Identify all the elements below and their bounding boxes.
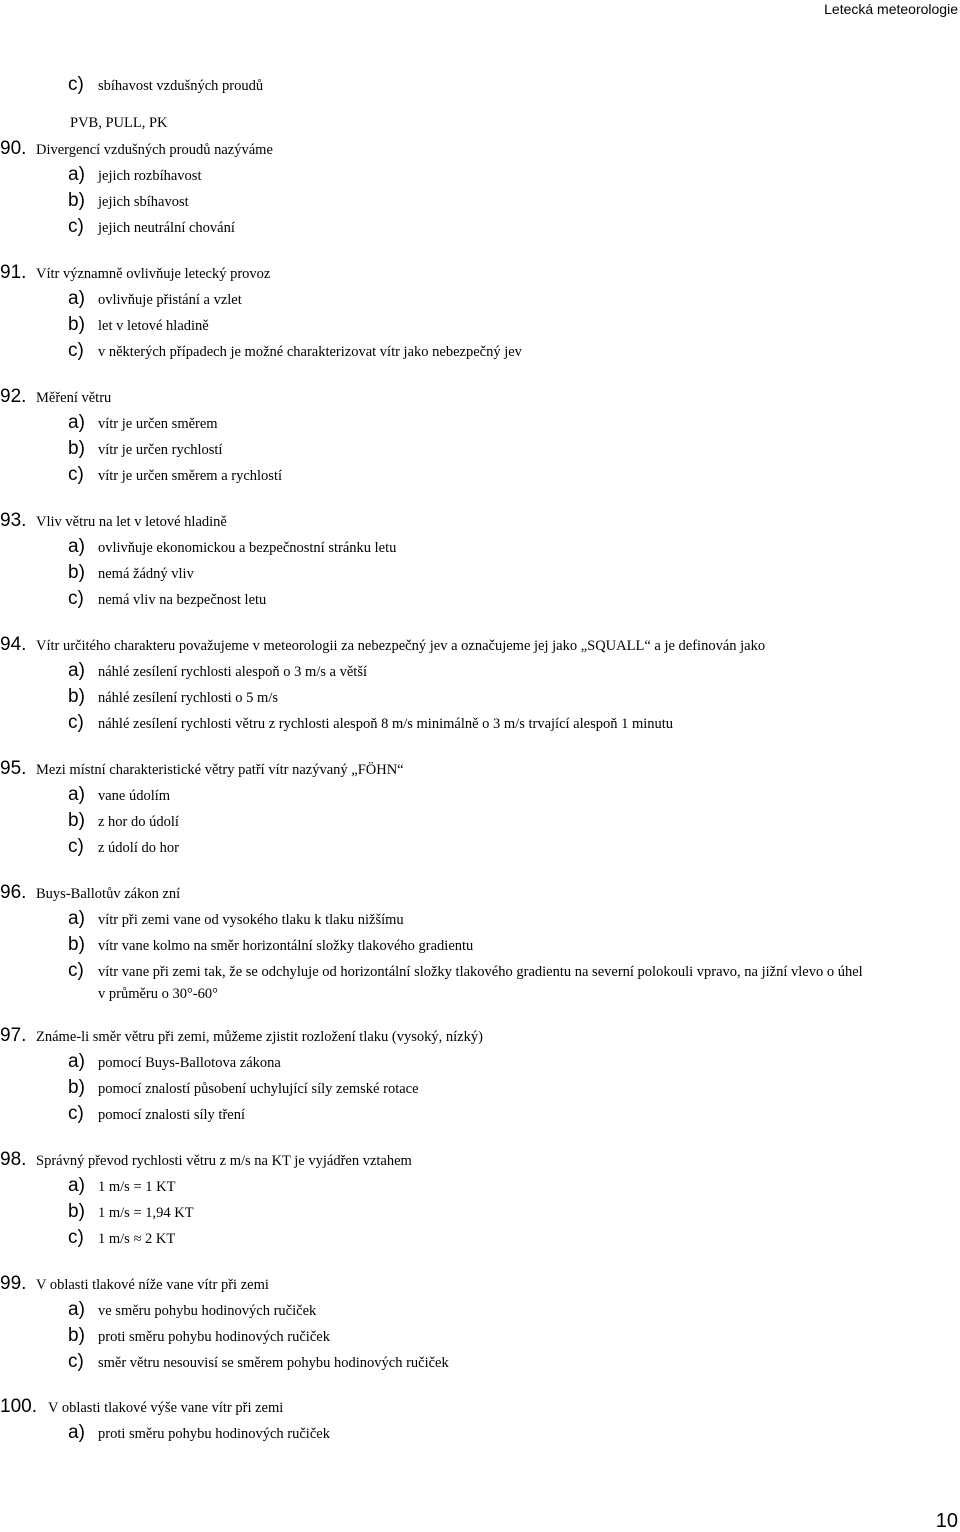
page-number: 10 — [935, 1510, 958, 1532]
option-text: ovlivňuje přistání a vzlet — [98, 292, 242, 308]
option-text: směr větru nesouvisí se směrem pohybu hodinových ručiček — [98, 1355, 449, 1371]
option-text: vítr vane při zemi tak, že se odchyluje od horizontální složky tlakového gradientu na severní polokouli vpravo, na jižní vlevo o úhel — [98, 964, 863, 980]
option-letter: a) — [68, 288, 85, 309]
page-header-title: Letecká meteorologie — [824, 1, 958, 17]
option-letter: a) — [68, 536, 85, 557]
option-letter: a) — [68, 412, 85, 433]
option-letter: b) — [68, 686, 85, 707]
option-letter: b) — [68, 1201, 85, 1222]
option-letter: c) — [68, 1351, 84, 1372]
option-letter: b) — [68, 934, 85, 955]
option-text: vítr je určen rychlostí — [98, 442, 223, 458]
question-number: 95. — [0, 758, 27, 779]
option-text: vane údolím — [98, 788, 171, 804]
option-letter: c) — [68, 464, 84, 485]
option-text: nemá vliv na bezpečnost letu — [98, 592, 267, 608]
option-text-continuation: v průměru o 30°-60° — [98, 986, 218, 1002]
option-text: let v letové hladině — [98, 318, 209, 334]
option-text: pomocí Buys-Ballotova zákona — [98, 1055, 281, 1071]
option-text: sbíhavost vzdušných proudů — [98, 78, 264, 94]
option-letter: a) — [68, 784, 85, 805]
option-text: náhlé zesílení rychlosti o 5 m/s — [98, 690, 279, 706]
option-text: jejich sbíhavost — [98, 194, 189, 210]
question-number: 91. — [0, 262, 27, 283]
option-letter: c) — [68, 960, 84, 981]
option-text: z údolí do hor — [98, 840, 179, 856]
option-text: nemá žádný vliv — [98, 566, 194, 582]
question-text: Měření větru — [36, 390, 112, 406]
option-text: jejich neutrální chování — [98, 220, 235, 236]
option-letter: c) — [68, 712, 84, 733]
question-text: V oblasti tlakové níže vane vítr při zemi — [36, 1277, 269, 1293]
option-text: z hor do údolí — [98, 814, 179, 830]
question-number: 99. — [0, 1273, 27, 1294]
option-text: jejich rozbíhavost — [98, 168, 202, 184]
option-letter: b) — [68, 1325, 85, 1346]
option-letter: b) — [68, 562, 85, 583]
question-number: 97. — [0, 1025, 27, 1046]
option-letter: c) — [68, 836, 84, 857]
option-text: náhlé zesílení rychlosti větru z rychlosti alespoň 8 m/s minimálně o 3 m/s trvající alespoň 1 minutu — [98, 716, 674, 732]
option-letter: c) — [68, 340, 84, 361]
option-text: 1 m/s = 1 KT — [98, 1179, 176, 1195]
option-letter: a) — [68, 660, 85, 681]
option-letter: a) — [68, 1422, 85, 1443]
option-text: v některých případech je možné charakterizovat vítr jako nebezpečný jev — [98, 344, 522, 360]
question-number: 92. — [0, 386, 27, 407]
question-text: Divergencí vzdušných proudů nazýváme — [36, 142, 273, 158]
option-letter: a) — [68, 1299, 85, 1320]
option-letter: b) — [68, 438, 85, 459]
question-number: 90. — [0, 138, 27, 159]
option-text: vítr při zemi vane od vysokého tlaku k tlaku nižšímu — [98, 912, 404, 928]
option-text: vítr vane kolmo na směr horizontální složky tlakového gradientu — [98, 938, 474, 954]
option-letter: c) — [68, 74, 84, 95]
option-text: proti směru pohybu hodinových ručiček — [98, 1329, 330, 1345]
option-letter: a) — [68, 908, 85, 929]
option-text: vítr je určen směrem — [98, 416, 218, 432]
option-letter: c) — [68, 1103, 84, 1124]
option-text: proti směru pohybu hodinových ručiček — [98, 1426, 330, 1442]
option-text: pomocí znalostí působení uchylující síly zemské rotace — [98, 1081, 419, 1097]
option-text: pomocí znalosti síly tření — [98, 1107, 245, 1123]
option-letter: a) — [68, 164, 85, 185]
option-letter: c) — [68, 1227, 84, 1248]
option-letter: a) — [68, 1051, 85, 1072]
option-letter: a) — [68, 1175, 85, 1196]
question-text: Vítr významně ovlivňuje letecký provoz — [36, 266, 271, 282]
question-text: V oblasti tlakové výše vane vítr při zemi — [48, 1400, 284, 1416]
question-number: 93. — [0, 510, 27, 531]
question-number: 94. — [0, 634, 27, 655]
option-text: ve směru pohybu hodinových ručiček — [98, 1303, 317, 1319]
option-text: ovlivňuje ekonomickou a bezpečnostní stránku letu — [98, 540, 397, 556]
option-letter: b) — [68, 190, 85, 211]
option-letter: b) — [68, 810, 85, 831]
question-text: Známe-li směr větru při zemi, můžeme zjistit rozložení tlaku (vysoký, nízký) — [36, 1029, 483, 1045]
answer-note: PVB, PULL, PK — [70, 115, 168, 131]
option-text: vítr je určen směrem a rychlostí — [98, 468, 283, 484]
question-text: Vliv větru na let v letové hladině — [36, 514, 227, 530]
option-letter: c) — [68, 588, 84, 609]
question-text: Buys-Ballotův zákon zní — [36, 886, 181, 902]
question-text: Správný převod rychlosti větru z m/s na KT je vyjádřen vztahem — [36, 1153, 412, 1169]
option-letter: b) — [68, 314, 85, 335]
option-letter: b) — [68, 1077, 85, 1098]
option-text: 1 m/s ≈ 2 KT — [98, 1231, 176, 1247]
option-letter: c) — [68, 216, 84, 237]
question-text: Vítr určitého charakteru považujeme v meteorologii za nebezpečný jev a označujeme jej jako „SQUALL“ a je definován jako — [36, 638, 766, 654]
question-number: 100. — [0, 1396, 37, 1417]
option-text: 1 m/s = 1,94 KT — [98, 1205, 194, 1221]
question-number: 96. — [0, 882, 27, 903]
option-text: náhlé zesílení rychlosti alespoň o 3 m/s a větší — [98, 664, 367, 680]
question-text: Mezi místní charakteristické větry patří vítr nazývaný „FÖHN“ — [36, 762, 404, 778]
question-number: 98. — [0, 1149, 27, 1170]
